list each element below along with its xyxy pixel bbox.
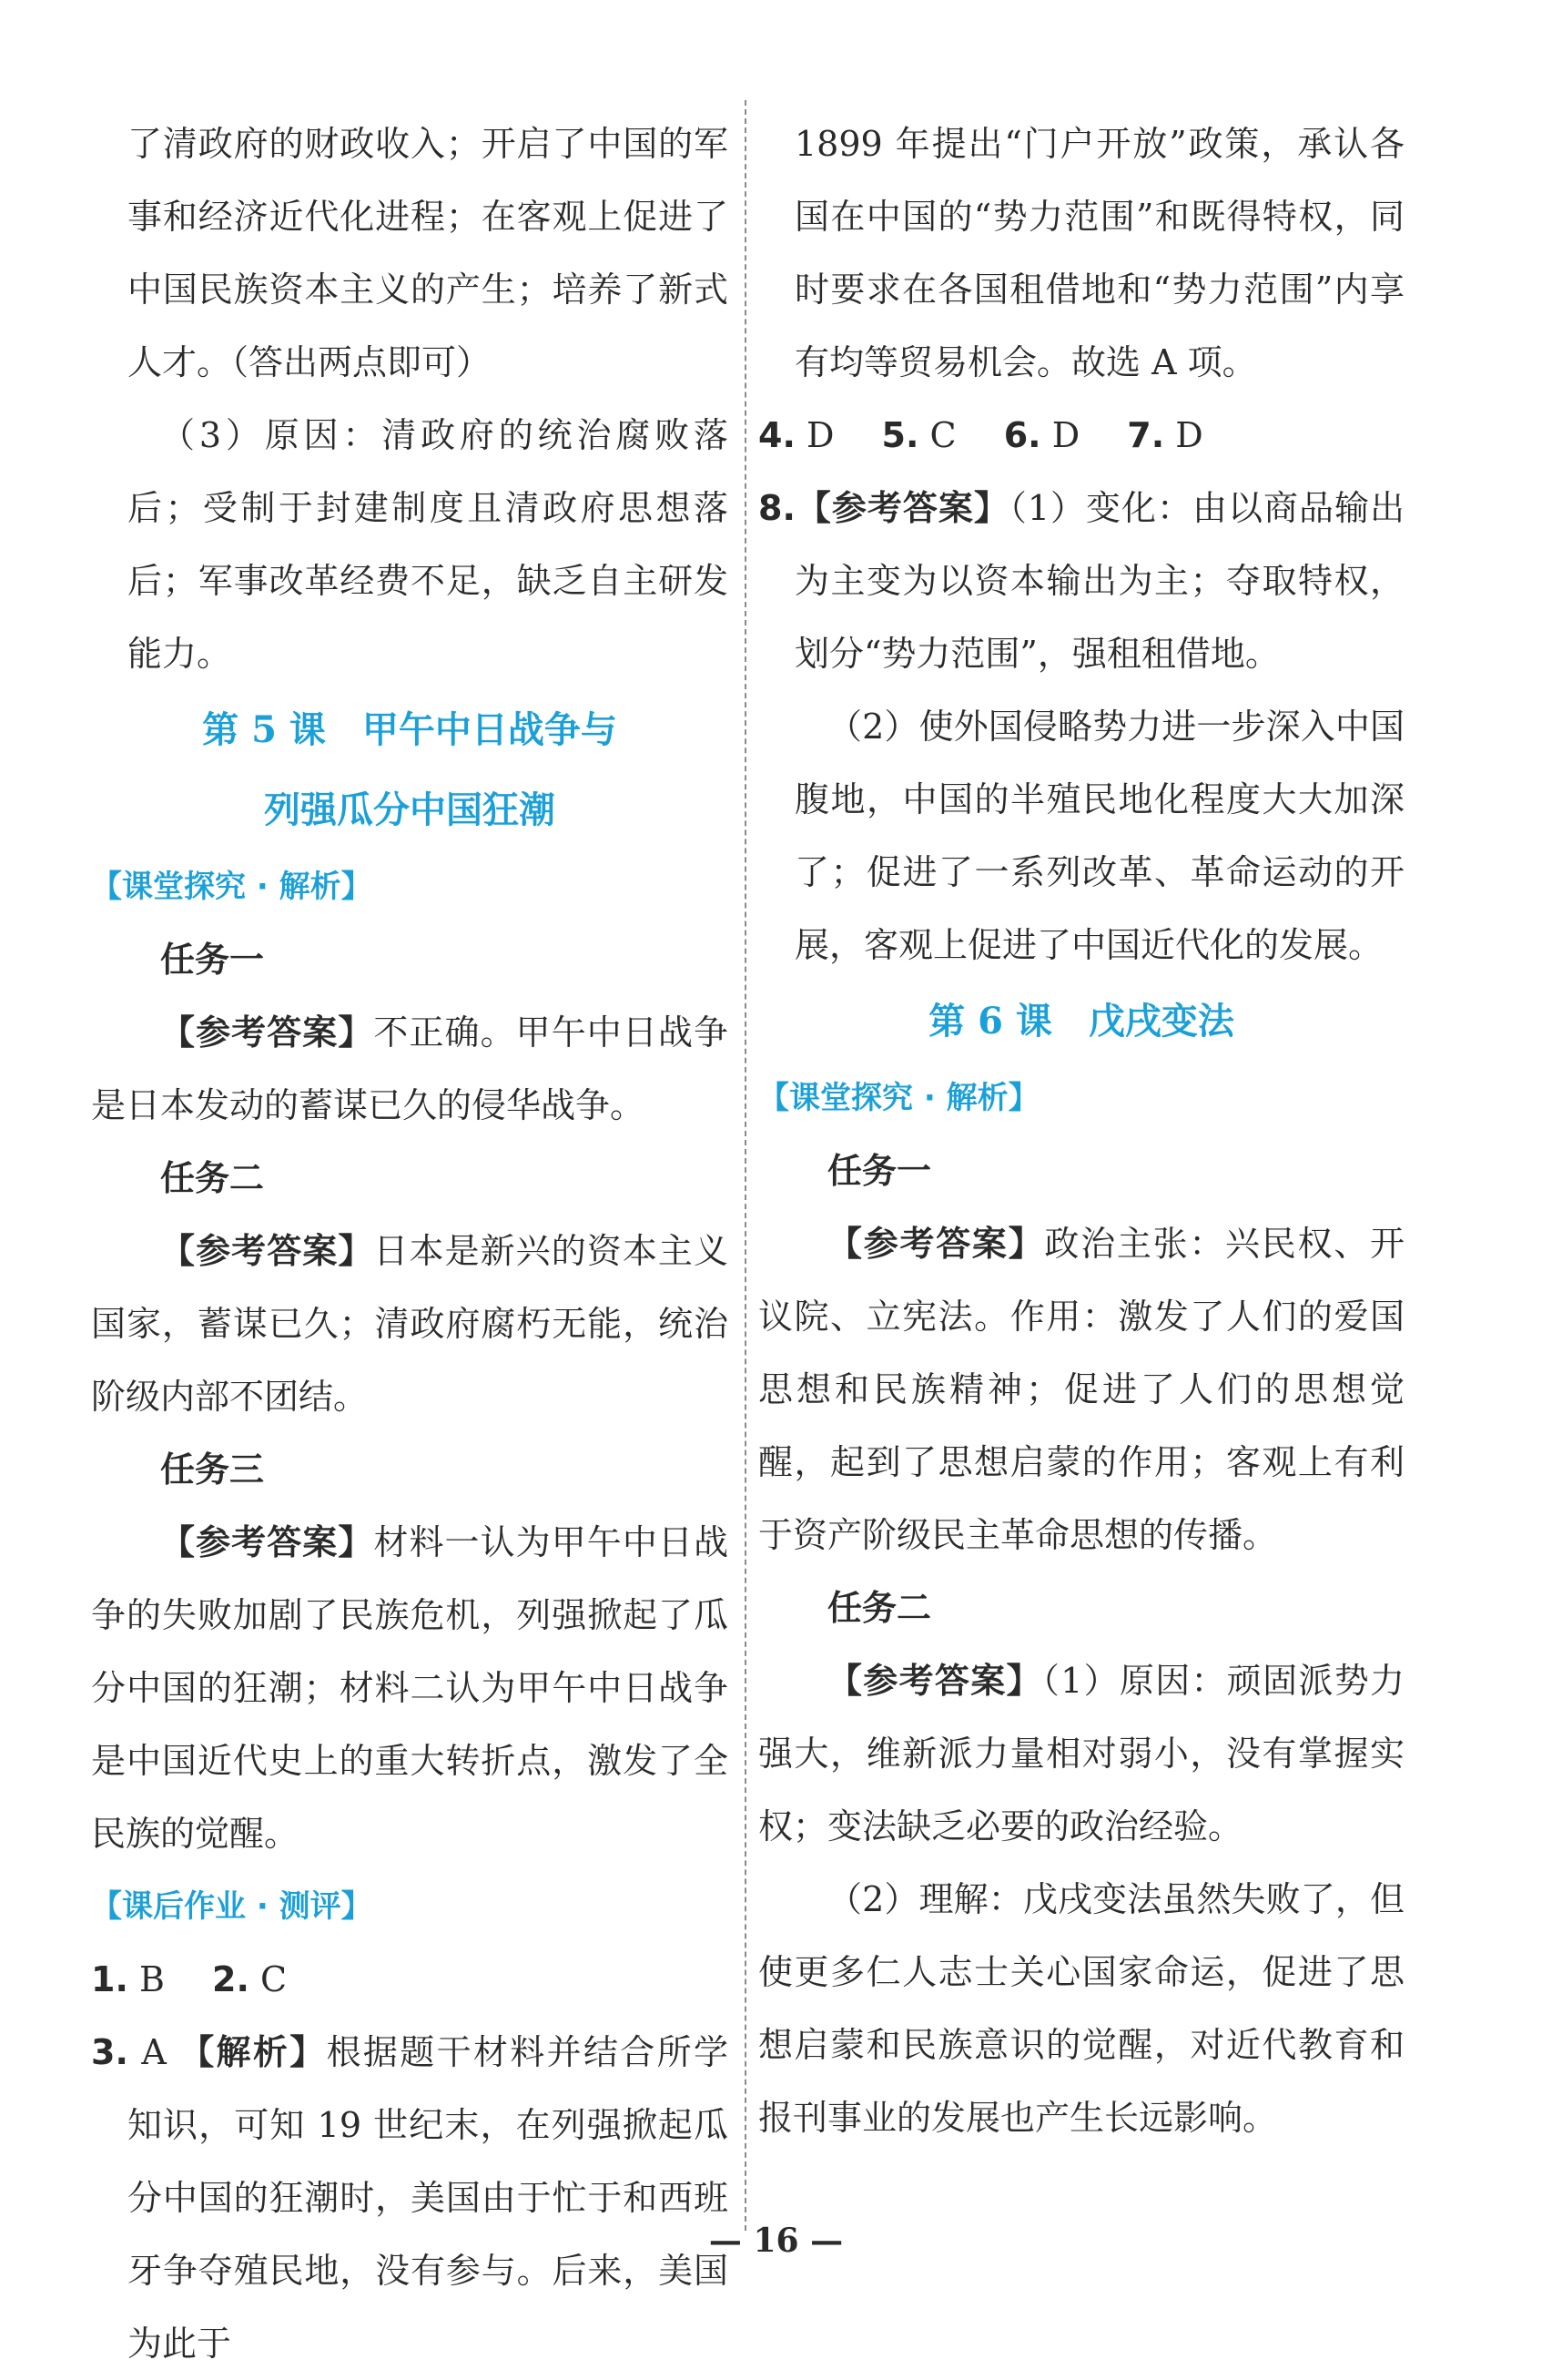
question-number: 2. — [212, 1959, 249, 1999]
answer-paragraph — [91, 1506, 728, 1870]
question-number: 3. — [91, 2032, 128, 2072]
answer-paragraph — [91, 996, 728, 1142]
task-heading: 任务二 — [827, 1588, 932, 1628]
answer-line — [91, 1943, 728, 2016]
question-answer: B — [138, 1959, 165, 1999]
answer-text: 政治主张：兴民权、开议院、立宪法。作用：激发了人们的爱国思想和民族精神；促进了人们的思想觉醒，起到了思想启蒙的作用；客观上有利于资产阶级民主革命思想的传播。 — [758, 1224, 1405, 1555]
analysis-continued: 1899 年提出“门户开放”政策，承认各国在中国的“势力范围”和既得特权，同时要求在各国租借地和“势力范围”内享有均等贸易机会。故选 A 项。 — [795, 124, 1405, 382]
page-number: — 16 — — [708, 2222, 844, 2260]
question-answer: D — [806, 415, 835, 455]
answer-paragraph — [758, 1207, 1405, 1571]
question-answer: C — [260, 1959, 288, 1999]
question-answer: C — [929, 415, 957, 455]
answer-text: 日本是新兴的资本主义国家，蓄谋已久；清政府腐朽无能，统治阶级内部不团结。 — [91, 1231, 728, 1417]
answer-label: 【参考答案】 — [827, 1224, 1045, 1264]
question-number: 1. — [91, 1959, 128, 1999]
question-number: 4. — [758, 415, 796, 455]
answer-text: 不正确。甲午中日战争是日本发动的蓄谋已久的侵华战争。 — [91, 1012, 728, 1125]
question-number: 6. — [1003, 415, 1041, 455]
lesson-title-line: 列强瓜分中国狂潮 — [264, 788, 555, 831]
question-number: 7. — [1127, 415, 1165, 455]
task-heading: 任务一 — [827, 1151, 932, 1191]
answer-label: 【参考答案】 — [795, 488, 1009, 528]
answer-paragraph — [91, 1215, 728, 1433]
answer-label: 【参考答案】 — [160, 1522, 374, 1562]
answer-label: 【参考答案】 — [160, 1012, 374, 1053]
question-answer: D — [1175, 415, 1203, 455]
answer-label: 【参考答案】 — [827, 1661, 1042, 1701]
answer-paragraph — [91, 2016, 728, 2380]
question-number: 5. — [881, 415, 919, 455]
section-heading: 【课后作业 · 测评】 — [91, 1888, 372, 1925]
left-column — [91, 107, 728, 2380]
task-heading: 任务二 — [160, 1158, 265, 1198]
answer-paragraph: （2）理解：戊戌变法虽然失败了，但使更多仁人志士关心国家命运，促进了思想启蒙和民族意识的觉醒，对近代教育和报刊事业的发展也产生长远影响。 — [758, 1879, 1405, 2138]
question-answer: A — [141, 2032, 167, 2072]
answer-paragraph — [758, 472, 1405, 690]
task-heading: 任务一 — [160, 940, 265, 980]
column-divider — [745, 100, 746, 2231]
lesson-title-line: 第 5 课 甲午中日战争与 — [202, 708, 617, 751]
task-heading: 任务三 — [160, 1449, 265, 1490]
section-heading: 【课堂探究 · 解析】 — [758, 1080, 1040, 1116]
answer-label: 【参考答案】 — [160, 1231, 374, 1271]
answer-text: （1）原因：顽固派势力强大，维新派力量相对弱小，没有掌握实权；变法缺乏必要的政治经验。 — [758, 1661, 1405, 1846]
answer-paragraph: 了清政府的财政收入；开启了中国的军事和经济近代化进程；在客观上促进了中国民族资本主义的产生；培养了新式人才。（答出两点即可） — [127, 124, 728, 382]
question-number: 8. — [758, 488, 796, 528]
answer-line — [758, 399, 1405, 472]
answer-text: （1）变化：由以商品输出为主变为以资本输出为主；夺取特权，划分“势力范围”，强租租借地。 — [795, 488, 1405, 674]
analysis-label: 【解析】 — [179, 2032, 327, 2072]
right-column — [758, 107, 1405, 2154]
analysis-text: 根据题干材料并结合所学知识，可知 19 世纪末，在列强掀起瓜分中国的狂潮时，美国由于忙于和西班牙争夺殖民地，没有参与。后来，美国为此于 — [127, 2032, 728, 2364]
question-answer: D — [1051, 415, 1080, 455]
answer-paragraph — [758, 1644, 1405, 1863]
section-heading: 【课堂探究 · 解析】 — [91, 869, 372, 905]
answer-paragraph: （3）原因：清政府的统治腐败落后；受制于封建制度且清政府思想落后；军事改革经费不足，缺乏自主研发能力。 — [127, 415, 728, 674]
lesson-title: 第 6 课 戊戌变法 — [928, 1000, 1234, 1043]
answer-paragraph: （2）使外国侵略势力进一步深入中国腹地，中国的半殖民地化程度大大加深了；促进了一系列改革、革命运动的开展，客观上促进了中国近代化的发展。 — [795, 707, 1405, 965]
answer-text: 材料一认为甲午中日战争的失败加剧了民族危机，列强掀起了瓜分中国的狂潮；材料二认为甲午中日战争是中国近代史上的重大转折点，激发了全民族的觉醒。 — [91, 1522, 728, 1854]
